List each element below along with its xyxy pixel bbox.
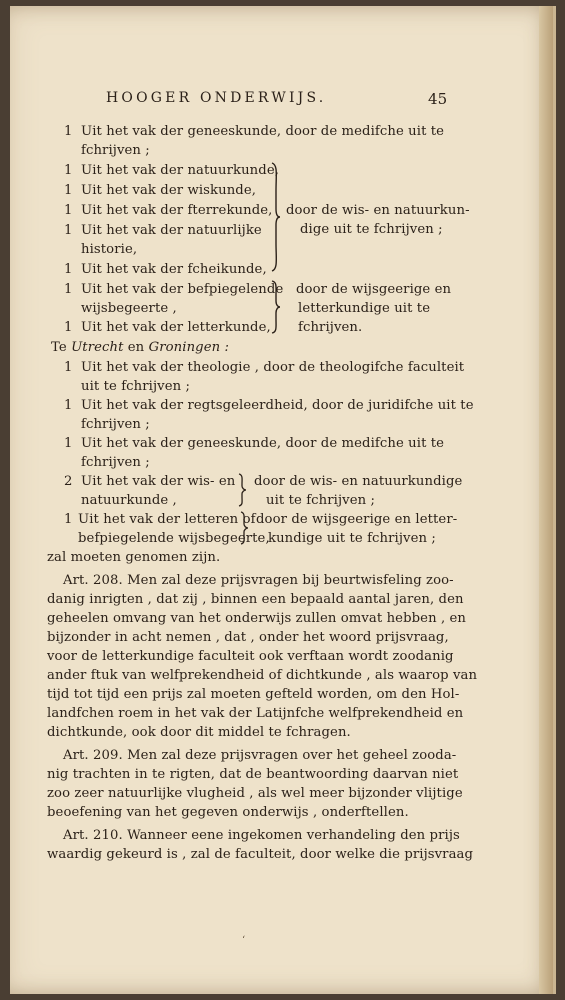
curly-brace-icon: [268, 279, 282, 335]
paragraph-line: nig trachten in te rigten, dat de beantwoording daarvan niet: [47, 767, 459, 782]
heading-conjunction: en: [127, 340, 145, 355]
paragraph-line: ander ftuk van welfprekendheid of dichtkunde , als waarop van: [47, 668, 478, 683]
paragraph-line: Art. 209. Men zal deze prijsvragen over het geheel zooda-: [63, 748, 457, 763]
curly-brace-icon: [236, 472, 248, 508]
list-item: [81, 124, 445, 139]
list-item-continuation: fchrijven ;: [81, 455, 150, 470]
list-item-text: Uit het vak der fcheikunde,: [81, 262, 267, 277]
list-item-text: Uit het vak der regtsgeleerdheid, door de juridifche uit te: [81, 398, 474, 413]
list-item-text: Uit het vak der fterrekunde,: [81, 203, 273, 218]
page-header: [106, 90, 446, 110]
page-number: 45: [428, 90, 448, 108]
list-item-text: Uit het vak der theologie , door de theologifche faculteit: [81, 360, 465, 375]
paragraph-line: tijd tot tijd een prijs zal moeten gefteld worden, om den Hol-: [47, 687, 460, 702]
list-item-number: 1: [64, 282, 73, 297]
list-item-number: 1: [64, 203, 73, 218]
list-item-text: Uit het vak der geneeskunde, door de medifche uit te: [81, 436, 445, 451]
running-title: HOOGER ONDERWIJS.: [106, 90, 327, 106]
list-item-number: 1: [64, 360, 73, 375]
paragraph-line: Art. 210. Wanneer eene ingekomen verhandeling den prijs: [63, 828, 460, 843]
group-a-text-line-2: dige uit te fchrijven ;: [300, 222, 443, 237]
group-b-text-line-2: letterkundige uit te: [298, 301, 431, 316]
list-item-text: Uit het vak der wis- en: [81, 474, 236, 489]
list-item-right-continuation: kundige uit te fchrijven ;: [268, 531, 436, 546]
list-item-text: Uit het vak der befpiegelende: [81, 282, 284, 297]
list-item-number: 2: [64, 474, 73, 489]
page-edge: [539, 6, 553, 994]
page-mark-icon: ‘: [242, 935, 246, 946]
heading-prefix: Te: [51, 340, 67, 355]
list-item-continuation: natuurkunde ,: [81, 493, 177, 508]
list-item-right-text: door de wijsgeerige en letter-: [256, 512, 458, 527]
paragraph-line: waardig gekeurd is , zal de faculteit, door welke die prijsvraag: [47, 847, 474, 862]
city-name: Utrecht: [71, 340, 124, 355]
list-item-number: 1: [64, 124, 73, 139]
list-item-text: Uit het vak der letterkunde,: [81, 320, 271, 335]
list-item-number: 1: [64, 398, 73, 413]
curly-brace-icon: [268, 161, 282, 273]
list-item-text: Uit het vak der wiskunde,: [81, 183, 257, 198]
closing-line: zal moeten genomen zijn.: [47, 550, 221, 565]
paragraph-line: dichtkunde, ook door dit middel te fchragen.: [47, 725, 351, 740]
list-item-continuation: uit te fchrijven ;: [81, 379, 191, 394]
list-item-text: Uit het vak der letteren of: [78, 512, 256, 527]
list-item-number: 1: [64, 512, 73, 527]
group-a-text-line-1: door de wis- en natuurkun-: [286, 203, 470, 218]
list-item-number: 1: [64, 320, 73, 335]
list-item-continuation: fchrijven ;: [81, 417, 150, 432]
paragraph-line: beoefening van het gegeven onderwijs , onderftellen.: [47, 805, 409, 820]
list-item-number: 1: [64, 223, 73, 238]
list-item-text: Uit het vak der natuurlijke: [81, 223, 262, 238]
section-heading: [51, 340, 229, 355]
list-item-right-text: door de wis- en natuurkundige: [254, 474, 463, 489]
list-item-text: Uit het vak der natuurkunde,: [81, 163, 280, 178]
list-item-number: 1: [64, 262, 73, 277]
paragraph-line: Art. 208. Men zal deze prijsvragen bij beurtwisfeling zoo-: [63, 573, 454, 588]
list-item-right-continuation: uit te fchrijven ;: [266, 493, 376, 508]
paragraph-line: geheelen omvang van het onderwijs zullen omvat hebben , en: [47, 611, 467, 626]
list-item-text: Uit het vak der geneeskunde, door de medifche uit te: [81, 124, 445, 139]
list-item-continuation: fchrijven ;: [81, 143, 150, 158]
list-item-number: 1: [64, 183, 73, 198]
paragraph-line: voor de letterkundige faculteit ook verftaan wordt zoodanig: [47, 649, 454, 664]
city-name: Groningen :: [148, 340, 230, 355]
group-b-text: door de wijsgeerige en: [296, 282, 452, 297]
list-item-number: 1: [64, 163, 73, 178]
paragraph-line: danig inrigten , dat zij , binnen een bepaald aantal jaren, den: [47, 592, 464, 607]
group-b-text-line-1: [296, 282, 452, 297]
curly-brace-icon: [238, 510, 250, 546]
list-item-continuation: historie,: [81, 242, 138, 257]
paragraph-line: bijzonder in acht nemen , dat , onder het woord prijsvraag,: [47, 630, 449, 645]
list-item-continuation: wijsbegeerte ,: [81, 301, 177, 316]
list-item-number: 1: [64, 436, 73, 451]
paragraph-line: zoo zeer natuurlijke vlugheid , als wel meer bijzonder vlijtige: [47, 786, 463, 801]
group-b-text-line-3: fchrijven.: [298, 320, 363, 335]
paragraph-line: landfchen roem in het vak der Latijnfche welfprekendheid en: [47, 706, 464, 721]
list-item-continuation: befpiegelende wijsbegeerte,: [78, 531, 270, 546]
